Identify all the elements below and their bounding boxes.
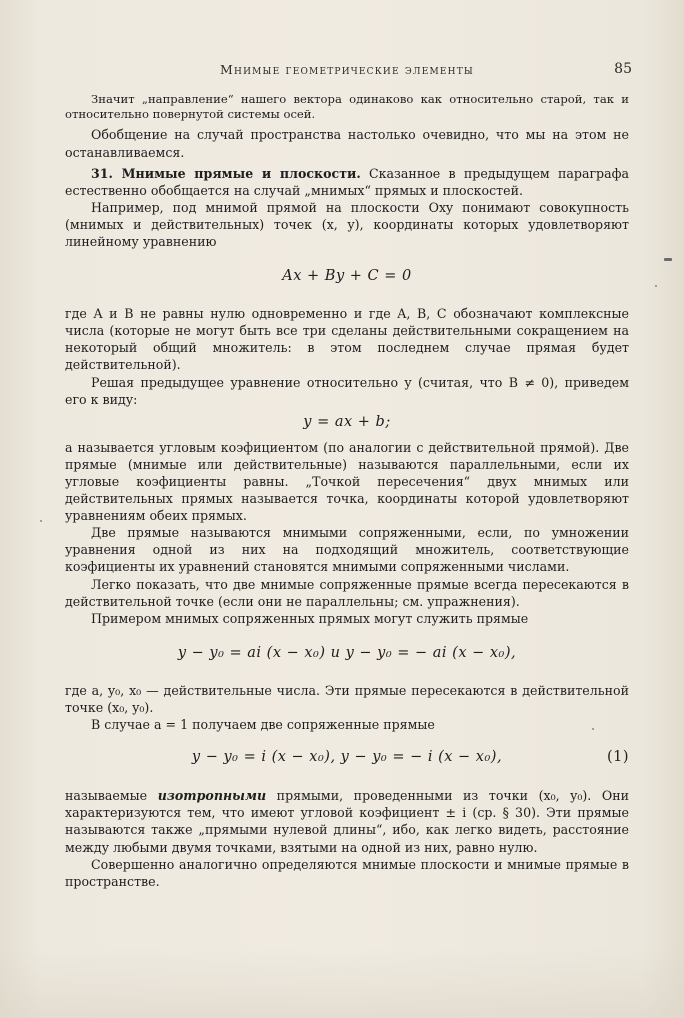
paragraph-7: a называется угловым коэфициентом (по аналогии с действительной прямой). Две прямые (мнимые или действительные) называются параллельными, если их угловые коэфициенты равны. „Точкой пересечения“ двух мнимых или действительных прямых называется точка, координаты которой удовлетворяют уравнениям обеих прямых. — [65, 439, 629, 524]
formula-isotropic-expression: y − y₀ = i (x − x₀), y − y₀ = − i (x − x₀), — [191, 749, 503, 766]
paragraph-8: Две прямые называются мнимыми сопряженными, если, по умножении уравнения одной из них на подходящий множитель, соответствующие коэфициенты их уравнений становятся мнимыми сопряженными числами. — [65, 525, 629, 575]
formula-linear-equation: Ax + By + C = 0 — [282, 268, 412, 285]
formula-conjugate-lines: y − y₀ = ai (x − x₀) и y − y₀ = − ai (x − x₀), — [177, 644, 517, 661]
equation-number: (1) — [606, 749, 629, 766]
page-bottom-shade — [0, 948, 684, 1018]
page-number: 85 — [614, 61, 632, 77]
formula-slope-form: y = ax + b; — [303, 413, 391, 430]
paragraph-13 — [65, 787, 629, 855]
paragraph-12: В случае a = 1 получаем две сопряженные прямые — [91, 717, 435, 733]
paragraph-6: Решая предыдущее уравнение относительно y (считая, что B ≠ 0), приведем его к виду: — [65, 374, 629, 407]
paragraph-10: Примером мнимых сопряженных прямых могут служить прямые — [91, 610, 529, 626]
section-heading: 31. Мнимые прямые и плоскости. — [91, 165, 361, 181]
paragraph-4: Например, под мнимой прямой на плоскости Oxy понимают совокупность (мнимых и действительных) точек (x, y), координаты которых удовлетворяют линейному уравнению — [65, 199, 629, 249]
margin-mark — [664, 258, 672, 261]
paragraph-section-31 — [65, 165, 629, 199]
paragraph-5: где A и B не равны нулю одновременно и где A, B, C обозначают комплексные числа (которые не могут быть все три сделаны действительными сокращением на некоторый общий множитель: в этом последнем случае прямая будет действительной). — [65, 306, 629, 373]
paper-speck — [655, 285, 657, 287]
paragraph-2: Обобщение на случай пространства настолько очевидно, что мы на этом не останавливаемся. — [65, 127, 629, 160]
page-body — [65, 92, 629, 890]
page-header — [62, 62, 632, 82]
formula-isotropic-lines — [65, 749, 629, 769]
paragraph-11: где a, y₀, x₀ — действительные числа. Эти прямые пересекаются в действительной точке (x₀, y₀). — [65, 682, 629, 716]
paragraph-13-rest: прямыми, проведенными из точки (x₀, y₀). Они характеризуются тем, что имеют угловой коэфициент ± i (ср. § 30). Эти прямые называются также „прямыми нулевой длины“, ибо, как легко видеть, расстояние между любыми двумя точками, взятыми на одной из них, равно нулю. — [65, 788, 630, 855]
section-intro-text: Сказанное в предыдущем параграфа естественно обобщается на случай „мнимых“ прямых и плоскостей. — [65, 165, 629, 198]
paper-speck — [592, 728, 594, 730]
paper-speck — [40, 520, 42, 522]
running-title: Мнимые геометрические элементы — [220, 62, 474, 77]
emphasized-term: изотропными — [157, 788, 267, 804]
paragraph-9: Легко показать, что две мнимые сопряженные прямые всегда пересекаются в действительной точке (если они не параллельны; см. упражнения). — [65, 576, 629, 609]
paragraph-14: Совершенно аналогично определяются мнимые плоскости и мнимые прямые в пространстве. — [65, 856, 629, 889]
paragraph-13-start: называемые — [65, 788, 158, 804]
paragraph-1: Значит „направление“ нашего вектора одинаково как относительно старой, так и относительно повернутой системы осей. — [65, 92, 629, 122]
